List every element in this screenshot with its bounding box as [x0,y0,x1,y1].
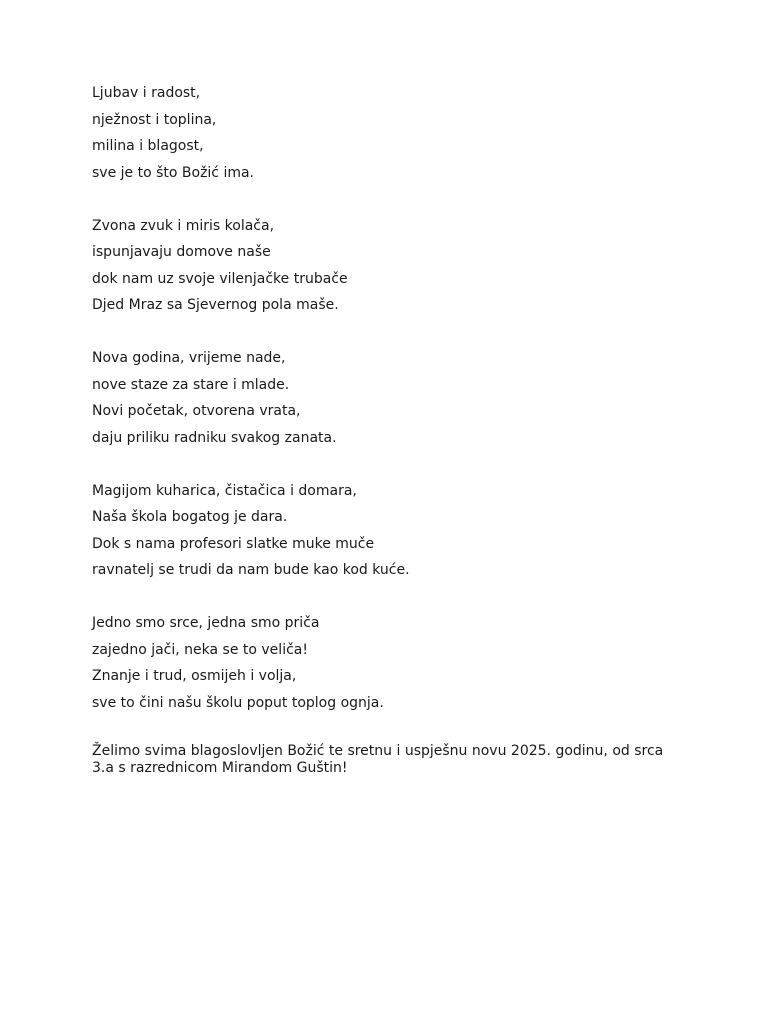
poem-line: sve to čini našu školu poput toplog ognja. [92,694,384,711]
poem-line: ravnatelj se trudi da nam bude kao kod kuće. [92,562,410,578]
poem-line: Naša škola bogatog je dara. [92,509,288,525]
stanza-2 [92,213,692,319]
poem-line: nježnost i toplina, [92,111,217,128]
poem-line: Novi početak, otvorena vrata, [92,403,301,419]
poem-line: sve je to što Božić ima. [92,164,255,181]
poem-line: Znanje i trud, osmijeh i volja, [92,668,297,684]
poem-line: Djed Mraz sa Sjevernog pola maše. [92,297,339,313]
poem-line: Jedno smo srce, jedna smo priča [92,615,320,631]
poem-line: Nova godina, vrijeme nade, [92,350,286,366]
closing-greeting: Želimo svima blagoslovljen Božić te sretnu i uspješnu novu 2025. godinu, od srca 3.a s razrednicom Mirandom Guštin! [92,742,664,776]
poem-line: daju priliku radniku svakog zanata. [92,429,337,446]
stanza-1 [92,80,692,186]
poem-line: Magijom kuharica, čistačica i domara, [92,482,357,499]
poem-line: milina i blagost, [92,138,204,154]
poem-line: Zvona zvuk i miris kolača, [92,217,275,234]
poem-line: ispunjavaju domove naše [92,244,271,260]
stanza-4 [92,478,692,584]
poem-body [92,80,692,777]
poem-line: dok nam uz svoje vilenjačke trubače [92,270,348,287]
poem-line: nove staze za stare i mlade. [92,376,290,393]
stanza-3 [92,345,692,451]
poem-line: Ljubav i radost, [92,85,201,101]
stanza-5 [92,610,692,716]
poem-line: Dok s nama profesori slatke muke muče [92,535,375,552]
poem-line: zajedno jači, neka se to veliča! [92,641,308,658]
